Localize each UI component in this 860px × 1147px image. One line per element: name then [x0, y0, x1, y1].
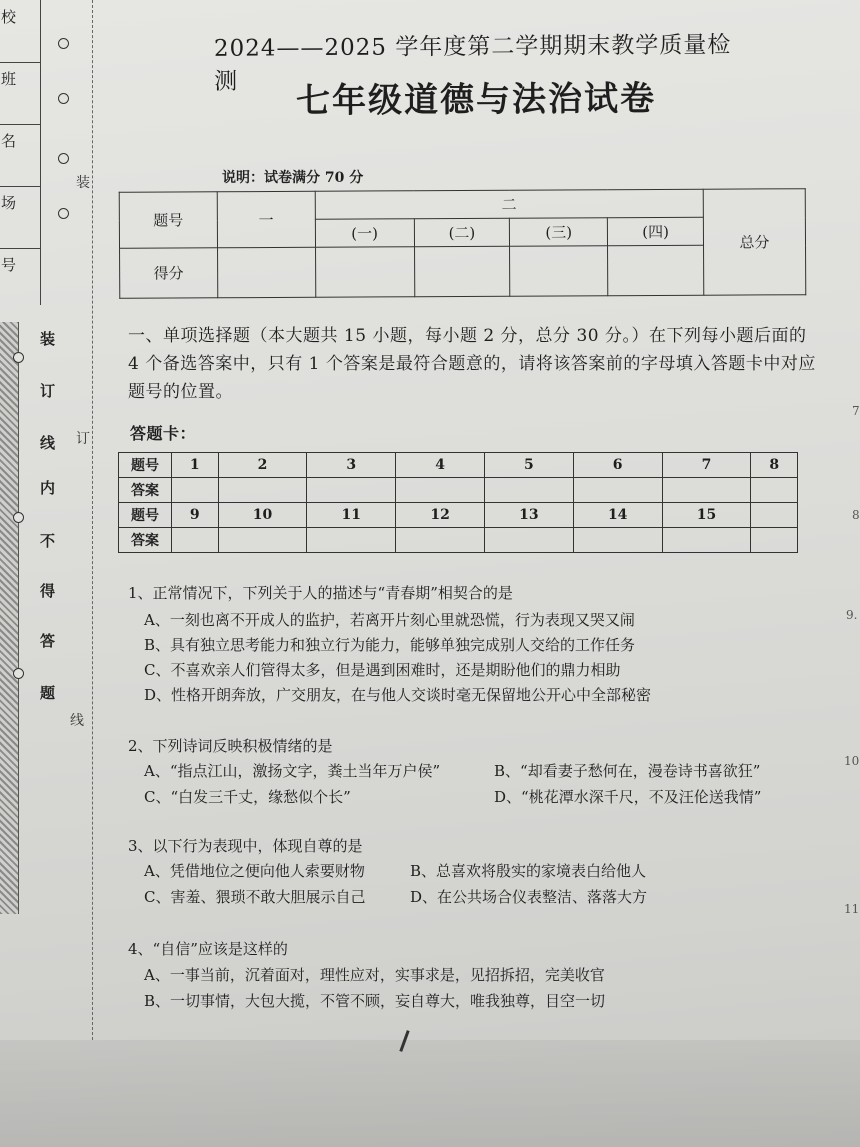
edge-number: 8	[852, 508, 860, 522]
strip-char: 订	[40, 382, 56, 400]
section1-instructions: 一、单项选择题（本大题共 15 小题，每小题 2 分，总分 30 分。）在下列每小题后面的 4 个备选答案中，只有 1 个答案是最符合题意的，请将该答案前的字母填入答题卡中对应题号的位置。	[128, 326, 816, 402]
strip-char: 题	[40, 684, 56, 702]
section-two-header: 二	[315, 189, 704, 219]
score-cell[interactable]	[608, 245, 704, 296]
binding-hole	[13, 512, 24, 523]
question-option: B、一切事情，大包大揽，不管不顾，妄自尊大，唯我独尊，目空一切	[144, 992, 606, 1010]
answer-card-row-label: 题号	[119, 453, 172, 478]
answer-cell[interactable]	[484, 528, 573, 553]
question-stem: 2、下列诗词反映积极情绪的是	[128, 737, 333, 755]
answer-card-table	[118, 452, 798, 553]
info-cell-school: 校	[0, 0, 40, 63]
edge-number: 11	[844, 902, 860, 916]
question-option: D、性格开朗奔放，广交朋友，在与他人交谈时毫无保留地公开心中全部秘密	[144, 686, 652, 704]
answer-cell[interactable]	[573, 478, 662, 503]
binding-hatch-strip	[0, 322, 19, 914]
sub-part-header: (三)	[510, 218, 608, 247]
answer-cell[interactable]	[751, 528, 798, 553]
answer-card-row-label: 题号	[119, 503, 172, 528]
student-info-box	[0, 0, 41, 305]
question-option: C、不喜欢亲人们管得太多，但是遇到困难时，还是期盼他们的鼎力相助	[144, 661, 621, 679]
answer-cell[interactable]	[396, 528, 485, 553]
sub-part-header: (一)	[315, 219, 414, 248]
answer-card-number: 11	[307, 503, 396, 528]
answer-card-row-label: 答案	[119, 528, 172, 553]
question-option: C、害羞、猥琐不敢大胆展示自己	[144, 888, 366, 906]
binding-hole	[58, 93, 69, 104]
answer-cell[interactable]	[218, 478, 307, 503]
answer-card-number: 3	[307, 453, 396, 478]
score-row-label: 题号	[119, 192, 217, 249]
answer-card-number: 6	[573, 453, 662, 478]
strip-char: 内	[40, 479, 56, 497]
question-option: A、一事当前，沉着面对，理性应对，实事求是，见招拆招，完美收官	[144, 966, 605, 984]
question-stem: 4、“自信”应该是这样的	[128, 940, 288, 958]
binding-hole	[58, 208, 69, 219]
exam-note: 说明：试卷满分 70 分	[222, 170, 364, 186]
answer-cell[interactable]	[573, 528, 662, 553]
edge-number: 7	[852, 404, 860, 418]
answer-card-number: 12	[396, 503, 485, 528]
answer-card-number: 2	[218, 453, 307, 478]
answer-cell[interactable]	[307, 528, 396, 553]
question-option: B、“却看妻子愁何在，漫卷诗书喜欲狂”	[494, 762, 761, 780]
exam-title: 七年级道德与法治试卷	[295, 78, 657, 122]
exam-subtitle: 2024——2025 学年度第二学期期末教学质量检测	[213, 32, 732, 95]
answer-cell[interactable]	[396, 478, 485, 503]
strip-char: 得	[40, 582, 56, 600]
strip-char: 装	[40, 330, 56, 348]
question-option: B、总喜欢将殷实的家境表白给他人	[410, 862, 647, 880]
info-cell-class: 班	[0, 62, 40, 125]
question-stem: 3、以下行为表现中，体现自尊的是	[128, 837, 363, 855]
answer-cell[interactable]	[172, 528, 219, 553]
binding-hole	[13, 352, 24, 363]
strip-char: 线	[40, 434, 56, 452]
score-table	[119, 188, 807, 299]
question-option: C、“白发三千丈，缘愁似个长”	[144, 788, 351, 806]
binding-mark-xian: 线	[70, 713, 84, 729]
score-cell[interactable]	[217, 247, 315, 298]
answer-card-number: 15	[662, 503, 751, 528]
info-cell-room: 场	[0, 186, 40, 249]
score-label: 得分	[120, 248, 218, 299]
question-option: D、“桃花潭水深千尺，不及汪伦送我情”	[494, 788, 762, 806]
total-header: 总分	[703, 189, 806, 296]
answer-cell[interactable]	[218, 528, 307, 553]
strip-char: 答	[40, 632, 56, 650]
question-stem: 1、正常情况下，下列关于人的描述与“青春期”相契合的是	[128, 584, 513, 602]
paper-fold-shadow	[0, 1040, 860, 1147]
binding-mark-zhuang: 装	[76, 175, 90, 191]
answer-card-number: 14	[573, 503, 662, 528]
strip-char: 不	[40, 532, 56, 550]
answer-card-number: 10	[218, 503, 307, 528]
edge-number: 10	[844, 754, 860, 768]
answer-cell[interactable]	[662, 478, 751, 503]
section-one-header: 一	[217, 191, 315, 248]
binding-dashed-line	[92, 0, 93, 1040]
binding-mark-ding: 订	[76, 431, 90, 447]
question-option: A、“指点江山，激扬文字，粪土当年万户侯”	[144, 762, 441, 780]
binding-hole	[58, 38, 69, 49]
answer-cell[interactable]	[172, 478, 219, 503]
binding-hole	[13, 668, 24, 679]
answer-cell[interactable]	[751, 478, 798, 503]
score-cell[interactable]	[315, 247, 414, 298]
sub-part-header: (四)	[608, 217, 704, 246]
answer-card-number: 13	[484, 503, 573, 528]
answer-card-number	[751, 503, 798, 528]
question-option: D、在公共场合仪表整洁、落落大方	[410, 888, 648, 906]
info-cell-number: 号	[1, 256, 17, 274]
answer-card-number: 1	[172, 453, 219, 478]
answer-cell[interactable]	[662, 528, 751, 553]
answer-card-number: 7	[662, 453, 751, 478]
question-option: A、一刻也离不开成人的监护，若离开片刻心里就恐慌，行为表现又哭又闹	[144, 611, 635, 629]
answer-card-title: 答题卡：	[130, 424, 197, 443]
score-cell[interactable]	[510, 246, 608, 297]
answer-cell[interactable]	[484, 478, 573, 503]
answer-card-number: 4	[396, 453, 485, 478]
answer-cell[interactable]	[307, 478, 396, 503]
question-option: B、具有独立思考能力和独立行为能力，能够单独完成别人交给的工作任务	[144, 636, 636, 654]
answer-card-number: 5	[484, 453, 573, 478]
score-cell[interactable]	[414, 246, 510, 297]
sub-part-header: (二)	[414, 218, 510, 247]
info-cell-name: 名	[0, 124, 40, 187]
answer-card-number: 8	[751, 453, 798, 478]
question-option: A、凭借地位之便向他人索要财物	[144, 862, 365, 880]
binding-hole	[58, 153, 69, 164]
answer-card-number: 9	[172, 503, 219, 528]
answer-card-row-label: 答案	[119, 478, 172, 503]
edge-number: 9.	[846, 608, 858, 622]
